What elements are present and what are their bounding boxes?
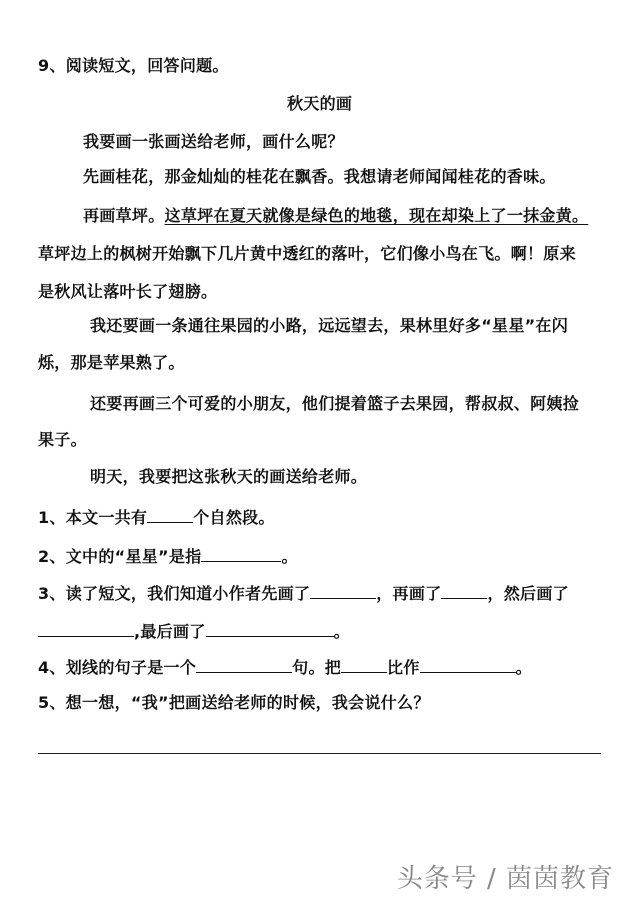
question-4: 4、划线的句子是一个 句。把 比作 。 [38,658,532,677]
question-3-line-2: ,最后画了 。 [38,620,350,642]
answer-blank[interactable] [310,582,376,599]
answer-blank[interactable] [341,656,387,673]
paragraph-3-prefix: 再画草坪。 [83,206,165,225]
passage-paragraph-1: 我要画一张画送给老师，画什么呢？ [83,132,344,151]
question-heading: 9、阅读短文，回答问题。 [38,56,229,75]
answer-blank[interactable] [201,545,281,562]
answer-blank[interactable] [38,620,134,637]
passage-paragraph-5-line-1: 还要再画三个可爱的小朋友，他们提着篮子去果园，帮叔叔、阿姨捡 [90,394,580,413]
question-1: 1、本文一共有 个自然段。 [38,508,275,527]
passage-paragraph-2: 先画桂花，那金灿灿的桂花在飘香。我想请老师闻闻桂花的香味。 [83,167,556,186]
watermark: 头条号 / 茵茵教育 [396,864,614,894]
passage-title: 秋天的画 [287,94,353,113]
passage-paragraph-3-line-2: 草坪边上的枫树开始飘下几片黄中透红的落叶，它们像小鸟在飞。啊！原来 [38,244,576,263]
question-5: 5、想一想，“我”把画送给老师的时候，我会说什么？ [38,693,430,712]
question-3-line-1: 3、读了短文，我们知道小作者先画了 ，再画了 ，然后画了 [38,584,569,603]
passage-paragraph-3-line-1 [83,206,588,226]
passage-paragraph-4-line-2: 烁，那是苹果熟了。 [38,353,185,372]
passage-paragraph-3-line-3: 是秋风让落叶长了翅膀。 [38,282,218,301]
question-2: 2、文中的“星星”是指 。 [38,547,298,566]
answer-blank[interactable] [196,656,292,673]
passage-paragraph-6: 明天，我要把这张秋天的画送给老师。 [90,467,368,486]
answer-blank[interactable] [206,620,334,637]
underlined-sentence: 这草坪在夏天就像是绿色的地毯，现在却染上了一抹金黄。 [164,206,589,225]
answer-line[interactable] [38,753,601,754]
passage-paragraph-5-line-2: 果子。 [38,430,87,449]
passage-paragraph-4-line-1: 我还要画一条通往果园的小路，远远望去，果林里好多“星星”在闪 [90,316,569,335]
answer-blank[interactable] [147,506,193,523]
answer-blank[interactable] [441,582,487,599]
answer-blank[interactable] [420,656,516,673]
